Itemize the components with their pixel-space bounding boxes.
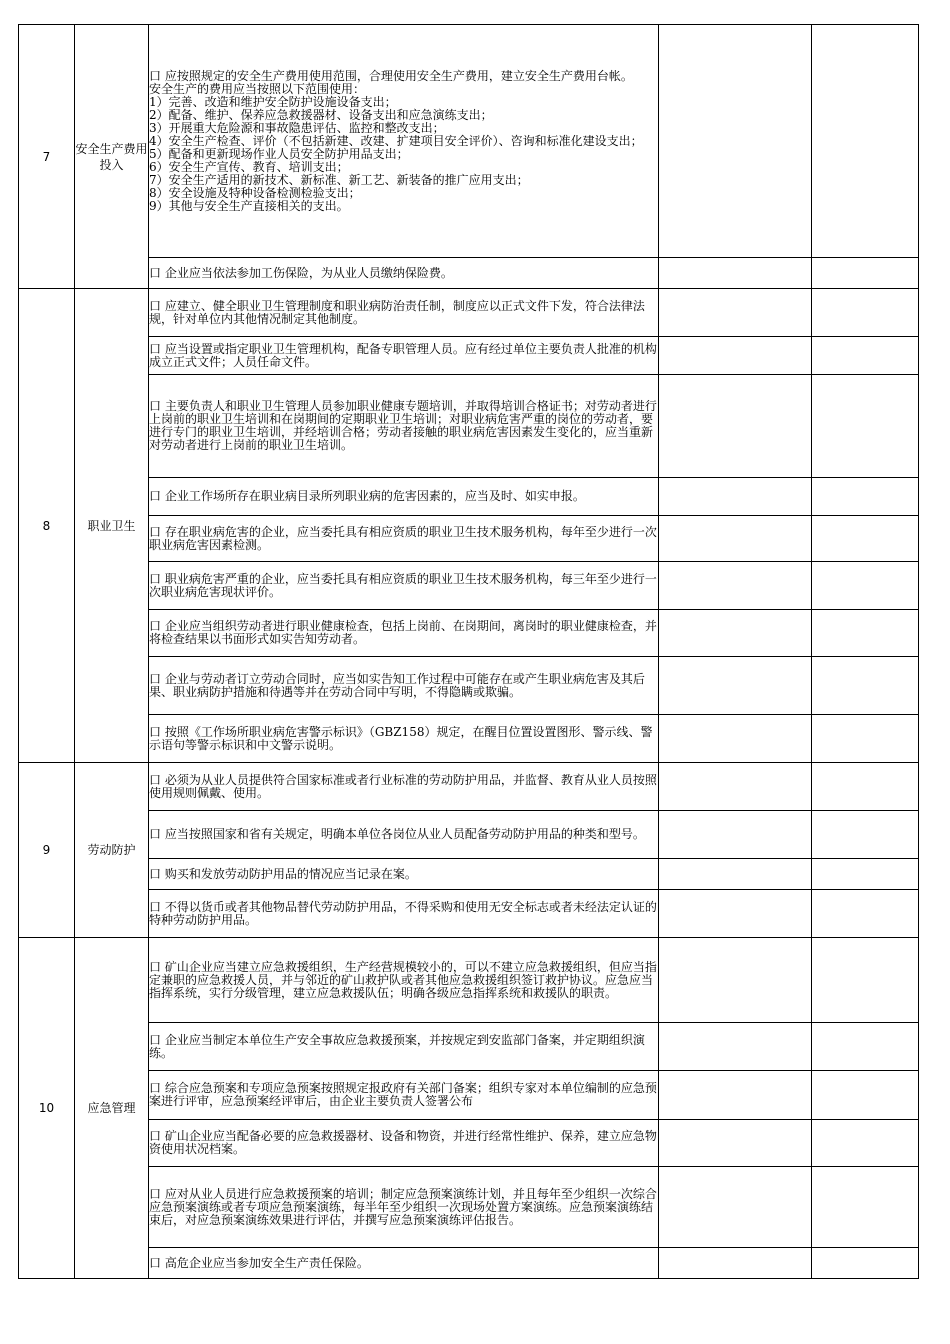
result-cell[interactable] — [659, 610, 812, 657]
remark-cell[interactable] — [812, 258, 919, 289]
table-row — [19, 657, 919, 715]
check-item: 口 必须为从业人员提供符合国家标准或者行业标准的劳动防护用品，并监督、教育从业人员按照使用规则佩戴、使用。 — [149, 763, 659, 811]
result-cell[interactable] — [659, 289, 812, 337]
check-item: 口 高危企业应当参加安全生产责任保险。 — [149, 1248, 659, 1279]
result-cell[interactable] — [659, 478, 812, 516]
check-item: 口 应建立、健全职业卫生管理制度和职业病防治责任制，制度应以正式文件下发，符合法律法规，针对单位内其他情况制定其他制度。 — [149, 289, 659, 337]
check-item: 口 企业应当依法参加工伤保险，为从业人员缴纳保险费。 — [149, 258, 659, 289]
remark-cell[interactable] — [812, 1120, 919, 1167]
section-number: 10 — [19, 938, 75, 1279]
check-item: 口 存在职业病危害的企业，应当委托具有相应资质的职业卫生技术服务机构，每年至少进行一次职业病危害因素检测。 — [149, 516, 659, 562]
section-number: 8 — [19, 289, 75, 763]
check-item: 口 应对从业人员进行应急救援预案的培训；制定应急预案演练计划，并且每年至少组织一次综合应急预案演练或者专项应急预案演练，每半年至少组织一次现场处置方案演练。应急预案演练结束后，对应急预案演练效果进行评估，并撰写应急预案演练评估报告。 — [149, 1167, 659, 1248]
result-cell[interactable] — [659, 1023, 812, 1071]
table-row — [19, 562, 919, 610]
check-item: 口 应当按照国家和省有关规定，明确本单位各岗位从业人员配备劳动防护用品的种类和型号。 — [149, 811, 659, 859]
table-row — [19, 1023, 919, 1071]
check-item: 口 矿山企业应当建立应急救援组织，生产经营规模较小的，可以不建立应急救援组织，但应当指定兼职的应急救援人员，并与邻近的矿山救护队或者其他应急救援组织签订救护协议。应急应当指挥系统，实行分级管理，建立应急救援队伍；明确各级应急指挥系统和救援队的职责。 — [149, 938, 659, 1023]
table-row — [19, 337, 919, 375]
section-category: 劳动防护 — [75, 763, 149, 938]
result-cell[interactable] — [659, 715, 812, 763]
check-item: 口 企业与劳动者订立劳动合同时，应当如实告知工作过程中可能存在或产生职业病危害及其后果、职业病防护措施和待遇等并在劳动合同中写明，不得隐瞒或欺骗。 — [149, 657, 659, 715]
result-cell[interactable] — [659, 337, 812, 375]
section-category: 安全生产费用投入 — [75, 25, 149, 289]
section-category: 职业卫生 — [75, 289, 149, 763]
remark-cell[interactable] — [812, 516, 919, 562]
remark-cell[interactable] — [812, 562, 919, 610]
remark-cell[interactable] — [812, 763, 919, 811]
checklist-table — [18, 24, 919, 1279]
table-row — [19, 763, 919, 811]
result-cell[interactable] — [659, 562, 812, 610]
table-row — [19, 258, 919, 289]
result-cell[interactable] — [659, 938, 812, 1023]
result-cell[interactable] — [659, 657, 812, 715]
remark-cell[interactable] — [812, 657, 919, 715]
remark-cell[interactable] — [812, 289, 919, 337]
remark-cell[interactable] — [812, 375, 919, 478]
remark-cell[interactable] — [812, 938, 919, 1023]
table-row — [19, 478, 919, 516]
check-item: 口 应当设置或指定职业卫生管理机构，配备专职管理人员。应有经过单位主要负责人批准的机构成立正式文件；人员任命文件。 — [149, 337, 659, 375]
table-row — [19, 715, 919, 763]
result-cell[interactable] — [659, 763, 812, 811]
check-item: 口 企业应当组织劳动者进行职业健康检查，包括上岗前、在岗期间，离岗时的职业健康检查，并将检查结果以书面形式如实告知劳动者。 — [149, 610, 659, 657]
check-item: 口 不得以货币或者其他物品替代劳动防护用品，不得采购和使用无安全标志或者未经法定认证的特种劳动防护用品。 — [149, 890, 659, 938]
check-item: 口 企业应当制定本单位生产安全事故应急救援预案，并按规定到安监部门备案，并定期组织演练。 — [149, 1023, 659, 1071]
result-cell[interactable] — [659, 859, 812, 890]
result-cell[interactable] — [659, 1248, 812, 1279]
result-cell[interactable] — [659, 1167, 812, 1248]
remark-cell[interactable] — [812, 811, 919, 859]
check-item: 口 应按照规定的安全生产费用使用范围，合理使用安全生产费用，建立安全生产费用台帐。 安全生产的费用应当按照以下范围使用： 1）完善、改造和维护安全防护设施设备支出； 2）配备、维护、保养应急救援器材、设备支出和应急演练支出； 3）开展重大危险源和事故隐患评估、监控和整改支出； 4）安全生产检查、评价（不包括新建、改建、扩建项目安全评价）、咨询和标准化建设支出； 5）配备和更新现场作业人员安全防护用品支出； 6）安全生产宣传、教育、培训支出； 7）安全生产适用的新技术、新标准、新工艺、新装备的推广应用支出； 8）安全设施及特种设备检测检验支出； 9）其他与安全生产直接相关的支出。 — [149, 25, 659, 258]
remark-cell[interactable] — [812, 1023, 919, 1071]
check-item: 口 矿山企业应当配备必要的应急救援器材、设备和物资，并进行经常性维护、保养，建立应急物资使用状况档案。 — [149, 1120, 659, 1167]
check-item: 口 综合应急预案和专项应急预案按照规定报政府有关部门备案；组织专家对本单位编制的应急预案进行评审，应急预案经评审后，由企业主要负责人签署公布 — [149, 1071, 659, 1120]
table-row — [19, 859, 919, 890]
section-category: 应急管理 — [75, 938, 149, 1279]
remark-cell[interactable] — [812, 337, 919, 375]
table-row — [19, 1071, 919, 1120]
table-row — [19, 811, 919, 859]
check-item: 口 主要负责人和职业卫生管理人员参加职业健康专题培训，并取得培训合格证书；对劳动者进行上岗前的职业卫生培训和在岗期间的定期职业卫生培训；对职业病危害严重的岗位的劳动者，要进行专门的职业卫生培训，并经培训合格；劳动者接触的职业病危害因素发生变化的，应当重新对劳动者进行上岗前的职业卫生培训。 — [149, 375, 659, 478]
result-cell[interactable] — [659, 516, 812, 562]
table-row — [19, 375, 919, 478]
check-item: 口 按照《工作场所职业病危害警示标识》（GBZ158）规定，在醒目位置设置图形、警示线、警示语句等警示标识和中文警示说明。 — [149, 715, 659, 763]
check-item: 口 购买和发放劳动防护用品的情况应当记录在案。 — [149, 859, 659, 890]
remark-cell[interactable] — [812, 25, 919, 258]
remark-cell[interactable] — [812, 478, 919, 516]
result-cell[interactable] — [659, 1120, 812, 1167]
result-cell[interactable] — [659, 25, 812, 258]
remark-cell[interactable] — [812, 715, 919, 763]
remark-cell[interactable] — [812, 1248, 919, 1279]
table-row — [19, 938, 919, 1023]
table-row — [19, 1167, 919, 1248]
result-cell[interactable] — [659, 258, 812, 289]
check-item: 口 企业工作场所存在职业病目录所列职业病的危害因素的，应当及时、如实申报。 — [149, 478, 659, 516]
table-row — [19, 289, 919, 337]
remark-cell[interactable] — [812, 890, 919, 938]
result-cell[interactable] — [659, 375, 812, 478]
section-number: 9 — [19, 763, 75, 938]
section-number: 7 — [19, 25, 75, 289]
remark-cell[interactable] — [812, 859, 919, 890]
table-row — [19, 610, 919, 657]
table-row — [19, 516, 919, 562]
result-cell[interactable] — [659, 890, 812, 938]
remark-cell[interactable] — [812, 1071, 919, 1120]
remark-cell[interactable] — [812, 610, 919, 657]
table-row — [19, 890, 919, 938]
table-row — [19, 1248, 919, 1279]
table-row — [19, 25, 919, 258]
result-cell[interactable] — [659, 811, 812, 859]
table-row — [19, 1120, 919, 1167]
result-cell[interactable] — [659, 1071, 812, 1120]
remark-cell[interactable] — [812, 1167, 919, 1248]
check-item: 口 职业病危害严重的企业，应当委托具有相应资质的职业卫生技术服务机构，每三年至少进行一次职业病危害现状评价。 — [149, 562, 659, 610]
